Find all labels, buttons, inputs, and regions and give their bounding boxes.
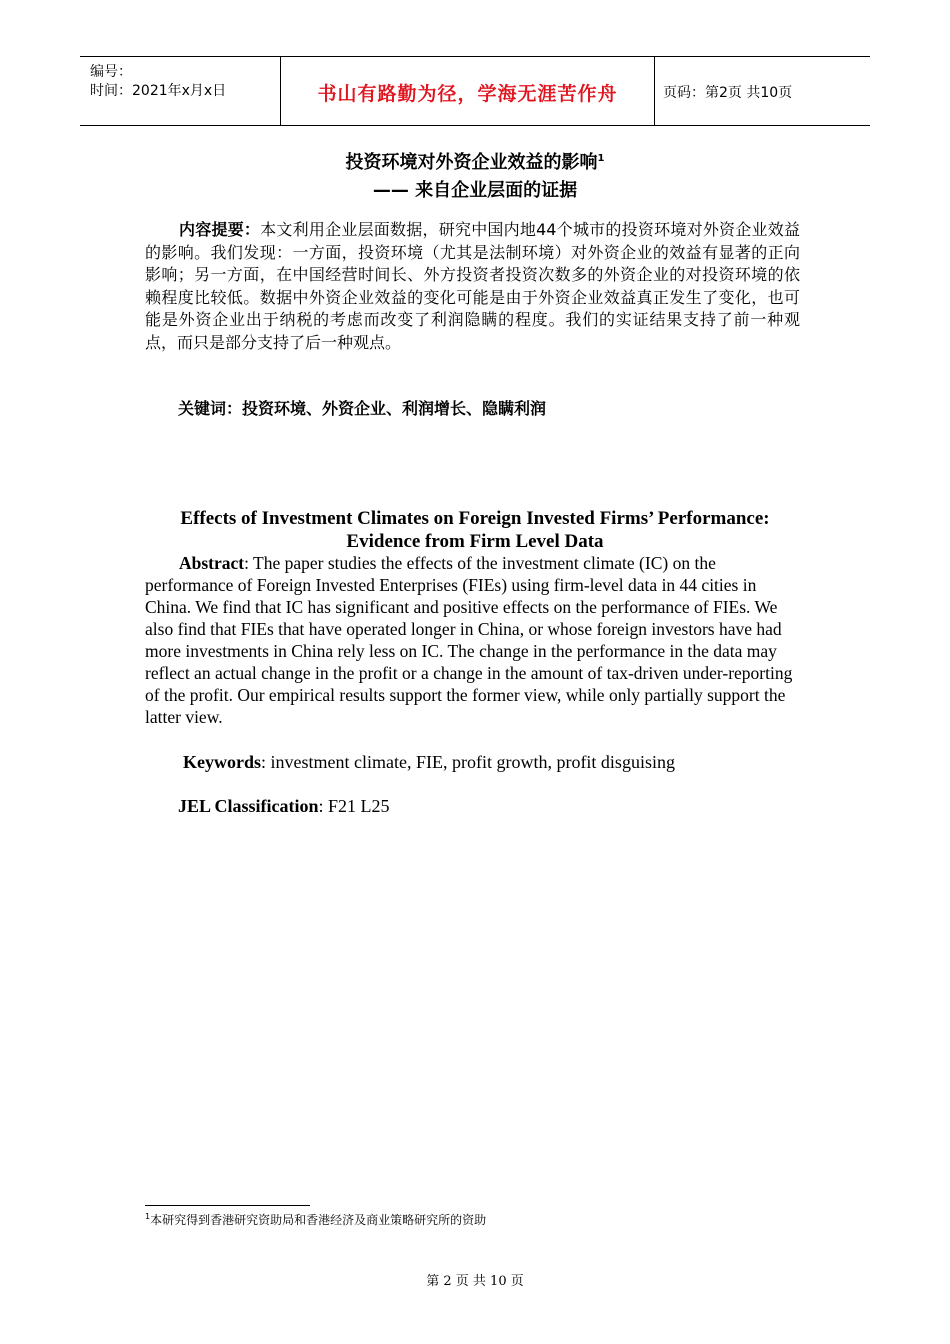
jel-classification — [178, 796, 390, 817]
english-abstract-label: Abstract — [179, 553, 245, 573]
chinese-abstract-label: 内容提要： — [179, 220, 261, 239]
chinese-title-text: 投资环境对外资企业效益的影响 — [345, 152, 598, 173]
chinese-title — [0, 148, 950, 174]
header-motto: 书山有路勤为径，学海无涯苦作舟 — [317, 83, 618, 105]
chinese-abstract — [145, 219, 800, 354]
page-footer: 第 2 页 共 10 页 — [426, 1274, 524, 1289]
english-keywords-text: : investment climate, FIE, profit growth, profit disguising — [261, 752, 675, 772]
english-abstract — [145, 552, 800, 728]
english-subtitle: Evidence from Firm Level Data — [346, 531, 604, 552]
document-time-label: 时间：2021年x月x日 — [90, 83, 227, 99]
chinese-keywords: 关键词：投资环境、外资企业、利润增长、隐瞒利润 — [178, 399, 547, 418]
jel-text: : F21 L25 — [318, 796, 390, 816]
page-header — [80, 56, 870, 126]
english-abstract-text: : The paper studies the effects of the investment climate (IC) on the performance of Foreign Invested Enterprises (FIEs) using firm-level data in 44 cities in China. We find that IC has significant and positive effects on the performance of FIEs. We also find that FIEs that have operated longer in China, or whose foreign investors have had more investments in China rely less on IC. The change in the performance in the data may reflect an actual change in the profit or a change in the amount of tax-driven under-reporting of the profit. Our empirical results support the former view, while only partially support the latter view. — [145, 553, 793, 727]
footnote-divider — [145, 1205, 310, 1206]
footnote — [145, 1211, 486, 1228]
footnote-text: 本研究得到香港研究资助局和香港经济及商业策略研究所的资助 — [150, 1213, 487, 1227]
english-title: Effects of Investment Climates on Foreign Invested Firms’ Performance: — [180, 508, 770, 529]
chinese-abstract-text: 本文利用企业层面数据，研究中国内地44个城市的投资环境对外资企业效益的影响。我们发现：一方面，投资环境（尤其是法制环境）对外资企业的效益有显著的正向影响；另一方面，在中国经营时间长、外方投资者投资次数多的外资企业的对投资环境的依赖程度比较低。数据中外资企业效益的变化可能是由于外资企业效益真正发生了变化，也可能是外资企业出于纳税的考虑而改变了利润隐瞒的程度。我们的实证结果支持了前一种观点，而只是部分支持了后一种观点。 — [145, 220, 800, 352]
document-number-label: 编号： — [90, 64, 132, 80]
english-keywords — [183, 752, 675, 773]
footnote-mark: 1 — [145, 1212, 151, 1221]
chinese-subtitle: —— 来自企业层面的证据 — [372, 180, 578, 201]
header-page-number: 页码：第2页 共10页 — [663, 85, 793, 101]
header-meta-cell — [80, 57, 281, 125]
header-motto-cell — [281, 57, 655, 125]
jel-label: JEL Classification — [178, 796, 319, 816]
title-footnote-mark: 1 — [597, 153, 605, 164]
english-keywords-label: Keywords — [183, 752, 261, 772]
